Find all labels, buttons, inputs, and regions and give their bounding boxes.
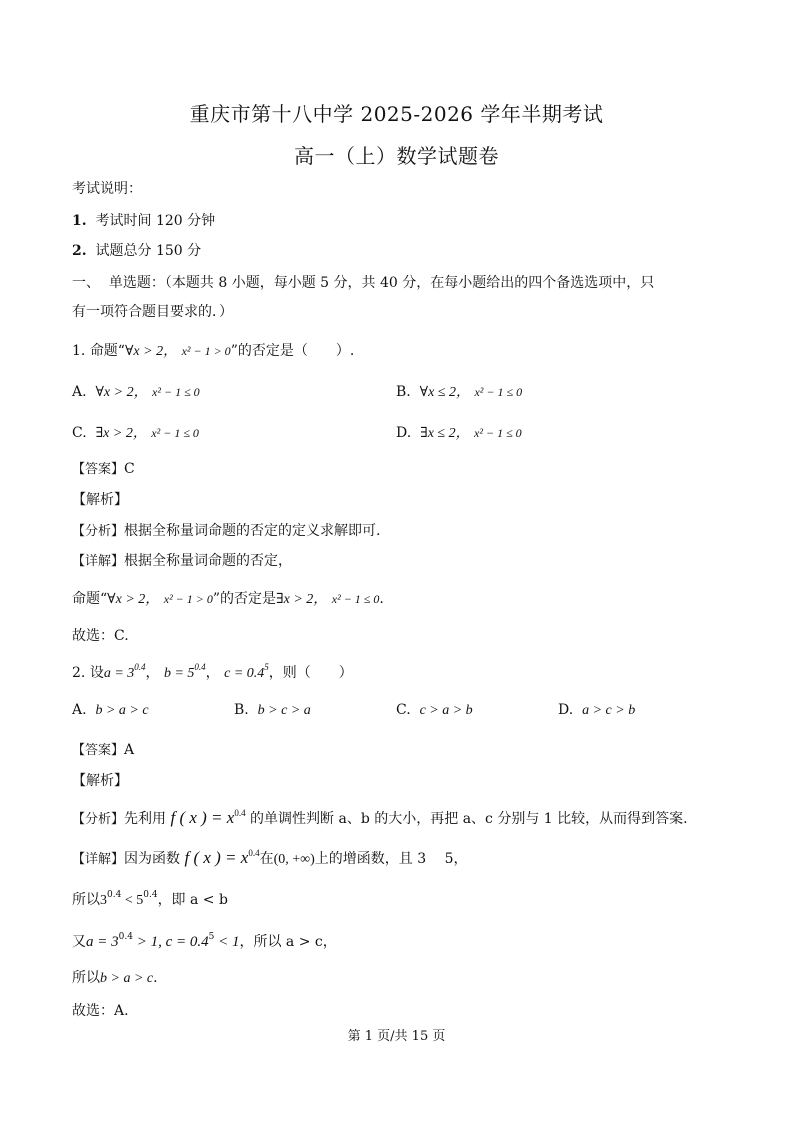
math-condition: ∀x > 2， bbox=[107, 592, 160, 607]
detail-tag: 【详解】 bbox=[72, 852, 125, 867]
option-a[interactable] bbox=[72, 701, 149, 720]
math-exponent: 0.4 bbox=[234, 808, 246, 818]
option-label: A. bbox=[72, 384, 87, 400]
text: 所以 bbox=[72, 892, 100, 908]
math-condition: ∃x > 2， bbox=[276, 592, 328, 607]
answer-line bbox=[72, 741, 134, 760]
math-expression: x² − 1 ≤ 0 bbox=[331, 592, 380, 606]
notes-item-number: 2. bbox=[72, 243, 87, 259]
fenxi-tag: 【分析】 bbox=[72, 812, 125, 827]
math-base: a = 3 bbox=[103, 666, 135, 681]
answer-tag: 【答案】 bbox=[72, 743, 125, 758]
choose-line: 故选：A. bbox=[72, 1003, 129, 1019]
detail-line bbox=[72, 849, 468, 869]
option-b[interactable] bbox=[396, 383, 522, 402]
math-exponent: 0.4 bbox=[107, 890, 122, 900]
answer-tag: 【答案】 bbox=[72, 462, 125, 477]
section-desc-1: （本题共 8 小题，每小题 5 分，共 40 分，在每小题给出的四个备选选项中，只 bbox=[164, 275, 655, 291]
option-label: B. bbox=[396, 384, 411, 400]
math-expression: b > a > c bbox=[100, 971, 154, 986]
math-exponent: 0.4 bbox=[194, 662, 206, 672]
analysis-tag: 【解析】 bbox=[72, 492, 128, 508]
text: 在 bbox=[259, 851, 274, 867]
so-line-2 bbox=[72, 969, 158, 988]
fenxi-line bbox=[72, 809, 688, 829]
text: 设 bbox=[89, 665, 104, 681]
math-base: > 1, c = 0.4 bbox=[132, 934, 209, 950]
stem-prefix: 命题“ bbox=[89, 343, 125, 359]
notes-heading: 考试说明： bbox=[72, 181, 142, 197]
math-function: f ( x ) = x bbox=[184, 848, 249, 867]
question-number: 2. bbox=[72, 665, 86, 681]
option-expression: x² − 1 ≤ 0 bbox=[152, 385, 200, 399]
text: 因为函数 bbox=[124, 851, 181, 867]
so-line-1 bbox=[72, 891, 228, 910]
fenxi-tag: 【分析】 bbox=[72, 524, 125, 539]
text: ”的否定是 bbox=[212, 591, 277, 607]
section-desc-2: 有一项符合题目要求的．） bbox=[72, 304, 233, 320]
option-label: C. bbox=[72, 425, 87, 441]
fenxi-text: 根据全称量词命题的否定的定义求解即可. bbox=[124, 523, 381, 539]
answer-value: C bbox=[124, 461, 135, 477]
notes-item-number: 1. bbox=[72, 213, 87, 229]
option-a[interactable] bbox=[72, 383, 200, 402]
stem-suffix: ”的否定是（ ）. bbox=[230, 343, 355, 359]
option-quantifier: ∀x > 2， bbox=[95, 385, 148, 400]
notes-item-text: 试题总分 150 分 bbox=[95, 243, 202, 259]
math-c bbox=[224, 662, 269, 681]
option-expression: x² − 1 ≤ 0 bbox=[151, 426, 199, 440]
math-base: a = 3 bbox=[86, 934, 119, 950]
choose-line: 故选：C. bbox=[72, 628, 129, 644]
math-exponent: 0.4 bbox=[248, 848, 260, 858]
detail-tag: 【详解】 bbox=[72, 554, 125, 569]
math-b bbox=[163, 662, 206, 681]
detail-negation-line bbox=[72, 590, 384, 609]
question-1-stem bbox=[72, 342, 354, 361]
option-label: B. bbox=[234, 702, 249, 718]
detail-text: 根据全称量词命题的否定， bbox=[124, 553, 293, 569]
text: 所以 bbox=[72, 970, 100, 986]
text: . bbox=[379, 591, 384, 607]
answer-value: A bbox=[124, 742, 135, 758]
question-number: 1. bbox=[72, 343, 86, 359]
text: 先利用 bbox=[124, 811, 167, 827]
text: ，则（ ） bbox=[268, 665, 353, 681]
stem-expression: x² − 1 > 0 bbox=[181, 344, 231, 358]
text: 的单调性判断 a、b 的大小，再把 a、c 分别与 1 比较，从而得到答案. bbox=[250, 811, 688, 827]
option-expression: x² − 1 ≤ 0 bbox=[474, 385, 523, 399]
math-base: c = 0.4 bbox=[224, 666, 265, 681]
detail-line bbox=[72, 552, 292, 571]
option-c[interactable] bbox=[396, 701, 473, 720]
stem-condition: ∀x > 2， bbox=[124, 344, 178, 359]
option-d[interactable] bbox=[558, 701, 635, 720]
text: 又 bbox=[72, 934, 86, 950]
option-label: D. bbox=[558, 702, 574, 718]
option-expression: c > a > b bbox=[419, 703, 473, 718]
option-quantifier: ∃x ≤ 2， bbox=[420, 426, 470, 441]
fenxi-line bbox=[72, 522, 380, 541]
math-exponent: 5 bbox=[264, 662, 269, 672]
answer-line bbox=[72, 460, 135, 479]
math-base: < 1 bbox=[214, 934, 240, 950]
section-name: 单选题： bbox=[108, 275, 165, 291]
math-base: < 5 bbox=[121, 893, 144, 908]
option-b[interactable] bbox=[234, 701, 311, 720]
text: . bbox=[153, 970, 158, 986]
text: ，所以 a > c， bbox=[239, 934, 337, 950]
option-label: A. bbox=[72, 702, 87, 718]
math-function: f ( x ) = x bbox=[170, 808, 235, 827]
notes-item-text: 考试时间 120 分钟 bbox=[95, 213, 216, 229]
math-base: b = 5 bbox=[163, 666, 195, 681]
math-exponent: 0.4 bbox=[134, 662, 146, 672]
text: 上的增函数，且 3 5， bbox=[314, 851, 468, 867]
option-label: C. bbox=[396, 702, 411, 718]
text: 命题“ bbox=[72, 591, 108, 607]
option-c[interactable] bbox=[72, 424, 199, 443]
exam-title: 重庆市第十八中学 2025-2026 学年半期考试 bbox=[189, 102, 604, 126]
math-interval: (0, +∞) bbox=[273, 852, 315, 867]
exam-subtitle: 高一（上）数学试题卷 bbox=[294, 144, 499, 168]
option-expression: b > c > a bbox=[257, 703, 311, 718]
also-line bbox=[72, 933, 337, 951]
math-base: 3 bbox=[100, 893, 107, 908]
option-quantifier: ∀x ≤ 2， bbox=[419, 385, 471, 400]
option-expression: b > a > c bbox=[95, 703, 149, 718]
section-prefix: 一、 bbox=[72, 275, 100, 291]
page-footer: 第 1 页/共 15 页 bbox=[347, 1029, 446, 1044]
analysis-tag: 【解析】 bbox=[72, 773, 128, 789]
notes-item-2 bbox=[72, 242, 201, 260]
math-exponent: 5 bbox=[208, 932, 215, 942]
text: ，即 a < b bbox=[157, 892, 228, 908]
math-exponent: 0.4 bbox=[118, 932, 133, 942]
math-a bbox=[103, 662, 146, 681]
option-expression: a > c > b bbox=[582, 703, 636, 718]
option-d[interactable] bbox=[396, 424, 522, 443]
math-exponent: 0.4 bbox=[143, 890, 158, 900]
question-2-stem: 2. 设$a = 3^{0.4}$， $b = 5^{0.4}$， $c = 0.4^5$，则（ ） bbox=[72, 662, 353, 681]
option-expression: x² − 1 ≤ 0 bbox=[474, 426, 522, 440]
section-heading bbox=[72, 274, 654, 292]
notes-item-1 bbox=[72, 212, 215, 230]
math-expression: x² − 1 > 0 bbox=[163, 592, 213, 606]
option-quantifier: ∃x > 2， bbox=[95, 426, 147, 441]
option-label: D. bbox=[396, 425, 412, 441]
